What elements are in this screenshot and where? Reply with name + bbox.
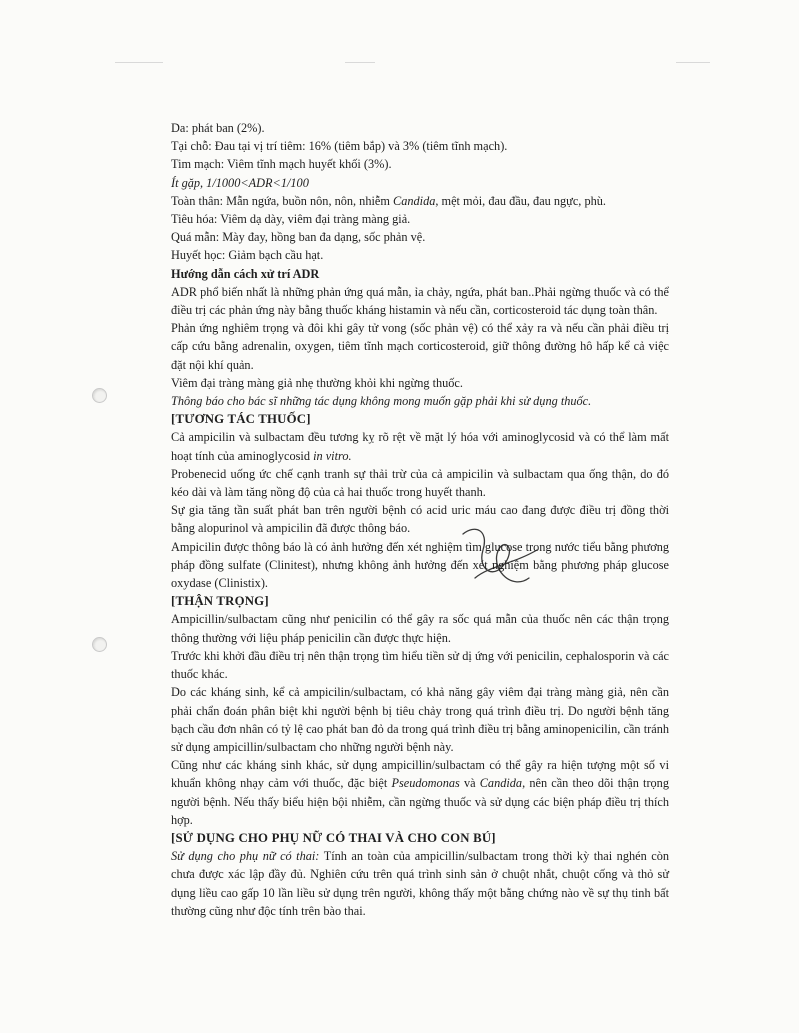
- text: Cả ampicilin và sulbactam đều tương kỵ rõ rệt về mặt lý hóa với aminoglycosid và có thể làm mất hoạt tính của aminoglycosid: [171, 430, 669, 463]
- paragraph: ADR phổ biến nhất là những phản ứng quá mẫn, ỉa chảy, ngứa, phát ban..Phải ngừng thuốc và có thể điều trị các phản ứng này bằng thuốc kháng histamin và nếu cần, corticosteroid tác dụng toàn thân.: [171, 284, 669, 318]
- line-tieuhoa: Tiêu hóa: Viêm dạ dày, viêm đại tràng màng giả.: [171, 212, 411, 227]
- paragraph: [171, 847, 669, 920]
- paragraph: Sự gia tăng tần suất phát ban trên người bệnh có acid uric máu cao đang được điều trị đồng thời bằng alopurinol và ampicilin đã được thông báo.: [171, 503, 669, 536]
- paragraph: Do các kháng sinh, kể cả ampicilin/sulbactam, có khả năng gây viêm đại tràng màng giả, nên cần phải chẩn đoán phân biệt khi người bệnh bị tiêu chảy trong quá trình điều trị. Do người bệnh tăng bạch cầu đơn nhân có tỷ lệ cao phát ban đỏ da trong quá trình điều trị bằng aminopenicilin, cần tránh sử dụng ampicillin/sulbactam cho những người bệnh này.: [171, 685, 669, 754]
- punch-hole: [92, 388, 107, 403]
- text: và: [459, 776, 480, 791]
- line-taicho: Tại chỗ: Đau tại vị trí tiêm: 16% (tiêm bắp) và 3% (tiêm tĩnh mạch).: [171, 139, 508, 154]
- line-itgap: Ít gặp, 1/1000<ADR<1/100: [171, 175, 309, 190]
- scan-mark: [676, 62, 710, 63]
- section-heading-precautions: [THẬN TRỌNG]: [171, 594, 269, 609]
- line-timmach: Tim mạch: Viêm tĩnh mạch huyết khối (3%).: [171, 157, 392, 172]
- italic-term: Candida: [479, 776, 523, 791]
- section-heading-interactions: [TƯƠNG TÁC THUỐC]: [171, 412, 311, 427]
- text: Tính an toàn của ampicillin/sulbactam trong thời kỳ thai nghén còn chưa được xác lập đầy đủ. Nghiên cứu trên quá trình sinh sản ở chuột nhắt, chuột cống và thỏ sử dụng liều cao gấp 10 lần liều sử dụng trên người, không thấy một bằng chứng nào về sự thụ tinh bất thường cũng như độc tính trên bào thai.: [171, 849, 669, 918]
- document-page: [171, 119, 669, 920]
- paragraph: Ampicillin/sulbactam cũng như penicilin có thể gây ra sốc quá mẫn của thuốc nên các thận trọng thông thường với liệu pháp penicilin cần được thực hiện.: [171, 612, 669, 645]
- italic-term: Pseudomonas: [391, 776, 460, 791]
- italic-term: Candida: [393, 193, 436, 208]
- punch-hole: [92, 637, 107, 652]
- italic-label: Sử dụng cho phụ nữ có thai:: [171, 849, 320, 864]
- text: , mệt mỏi, đau đầu, đau ngực, phù.: [435, 193, 606, 208]
- line-huyethoc: Huyết học: Giảm bạch cầu hạt.: [171, 248, 324, 263]
- text: Cũng như các kháng sinh khác, sử dụng ampicillin/sulbactam có thể gây ra hiện tượng một số vi khuẩn không nhạy cảm với thuốc, đặc biệt: [171, 758, 669, 791]
- text: , nên cần theo dõi thận trọng người bệnh. Nếu thấy biểu hiện bội nhiễm, cần ngừng thuốc và sử dụng các biện pháp điều trị thích hợp.: [171, 776, 669, 827]
- line-toanthan: [171, 192, 669, 210]
- scan-mark: [115, 62, 163, 63]
- scan-mark: [345, 62, 375, 63]
- paragraph: Probenecid uống ức chế cạnh tranh sự thải trừ của cả ampicilin và sulbactam qua ống thận, do đó kéo dài và làm tăng nồng độ của cả hai thuốc trong huyết thanh.: [171, 466, 669, 500]
- text: Toàn thân: Mẫn ngứa, buồn nôn, nôn, nhiễm: [171, 193, 393, 208]
- paragraph: [171, 756, 669, 829]
- section-heading-pregnancy: [SỬ DỤNG CHO PHỤ NỮ CÓ THAI VÀ CHO CON BÚ]: [171, 830, 496, 845]
- italic-term: in vitro.: [313, 448, 352, 463]
- paragraph: [171, 428, 669, 464]
- paragraph-notice: Thông báo cho bác sĩ những tác dụng không mong muốn gặp phải khi sử dụng thuốc.: [171, 394, 592, 409]
- line-quaman: Quá mẫn: Mày đay, hồng ban đa dạng, sốc phản vệ.: [171, 230, 426, 245]
- paragraph: Trước khi khởi đầu điều trị nên thận trọng tìm hiểu tiền sử dị ứng với penicilin, cephalosporin và các thuốc khác.: [171, 648, 669, 682]
- paragraph: Phản ứng nghiêm trọng và đôi khi gây tử vong (sốc phản vệ) có thể xảy ra và nếu cần phải điều trị cấp cứu bằng adrenalin, oxygen, tiêm tĩnh mạch corticosteroid, giữ thông đường hô hấp kể cả việc đặt nội khí quản.: [171, 321, 669, 372]
- section-heading-adr: Hướng dẫn cách xử trí ADR: [171, 266, 320, 281]
- line-da: Da: phát ban (2%).: [171, 121, 265, 135]
- paragraph: Viêm đại tràng màng giả nhẹ thường khỏi khi ngừng thuốc.: [171, 375, 463, 390]
- paragraph: Ampicilin được thông báo là có ảnh hưởng đến xét nghiệm tìm glucose trong nước tiểu bằng phương pháp đồng sulfate (Clinitest), nhưng không ảnh hưởng đến xét nghiệm bằng phương pháp glucose oxydase (Clinistix).: [171, 539, 669, 591]
